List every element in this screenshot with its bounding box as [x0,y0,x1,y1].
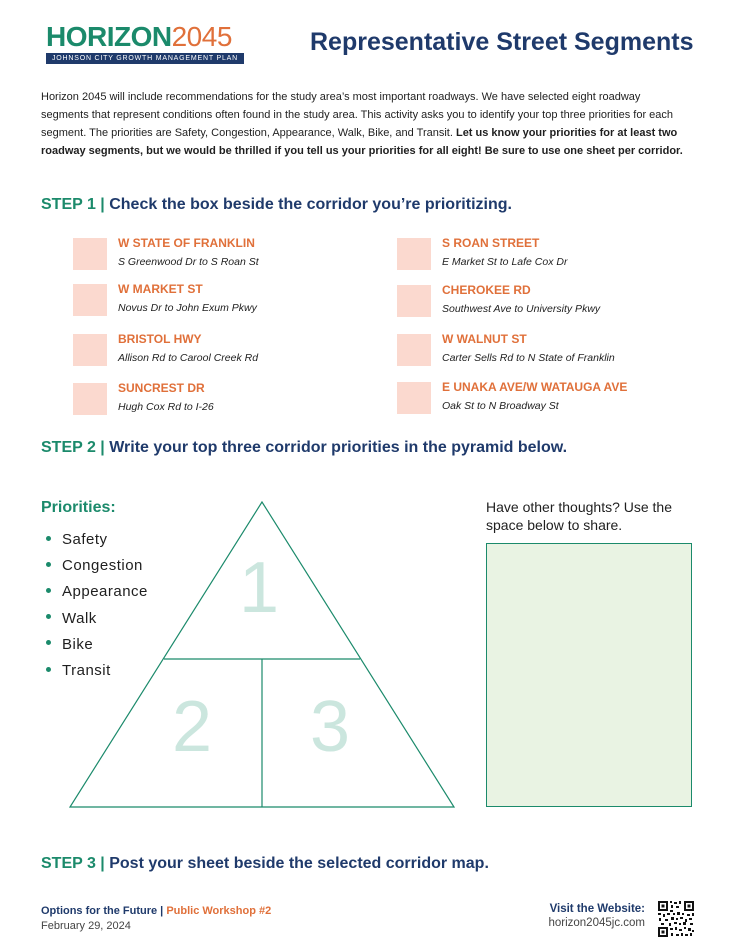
priority-label: Bike [62,635,94,653]
priority-item [46,606,148,632]
corridor-name: W WALNUT ST [442,332,527,346]
corridor-checkbox[interactable] [397,334,431,366]
corridor-segment: Carter Sells Rd to N State of Franklin [442,352,615,364]
pyramid-number-2: 2 [171,687,213,767]
logo-word-year: 2045 [171,21,232,52]
corridor-item [73,236,373,276]
other-thoughts-field[interactable] [486,543,692,807]
corridor-item [397,332,697,372]
bullet-icon [46,667,51,672]
corridor-checkbox[interactable] [73,238,107,270]
corridor-name: BRISTOL HWY [118,332,202,346]
corridor-segment: Southwest Ave to University Pkwy [442,303,601,315]
website-link[interactable]: horizon2045jc.com [548,917,645,929]
pyramid-number-1: 1 [238,548,280,628]
step3-heading [41,855,489,873]
qr-code-icon [657,900,695,938]
corridor-item [73,282,373,322]
priority-item [46,632,148,658]
footer-title-line [41,905,271,917]
corridor-checkbox[interactable] [73,284,107,316]
step1-number: STEP 1 | [41,196,105,213]
corridor-checkbox[interactable] [73,334,107,366]
other-thoughts-label: Have other thoughts? Use the space below to share. [486,499,673,533]
logo-wordmark [46,22,232,52]
priority-label: Congestion [62,557,143,575]
corridor-item [73,381,373,421]
priorities-title: Priorities: [41,499,116,516]
corridor-segment: E Market St to Lafe Cox Dr [442,256,568,268]
horizon-2045-logo [46,22,246,66]
corridor-item [73,332,373,372]
bullet-icon [46,562,51,567]
footer-info [41,905,271,932]
step2-text: Write your top three corridor priorities in the pyramid below. [109,439,568,456]
priorities-list [46,527,148,684]
priority-item [46,527,148,553]
intro-paragraph [41,88,691,160]
step2-number: STEP 2 | [41,439,105,456]
corridor-checkbox[interactable] [397,285,431,317]
pyramid-number-3: 3 [309,687,351,767]
priority-item [46,553,148,579]
corridor-segment: Novus Dr to John Exum Pkwy [118,302,257,314]
footer-date: February 29, 2024 [41,920,131,932]
step3-text: Post your sheet beside the selected corridor map. [109,855,489,872]
logo-subtitle: JOHNSON CITY GROWTH MANAGEMENT PLAN [46,53,244,64]
bullet-icon [46,588,51,593]
footer-workshop: Public Workshop #2 [166,905,272,917]
corridor-item [397,283,697,323]
footer-series: Options for the Future | [41,905,164,917]
corridor-segment: Hugh Cox Rd to I-26 [118,401,214,413]
corridor-segment: Oak St to N Broadway St [442,400,559,412]
corridor-segment: Allison Rd to Carool Creek Rd [118,352,259,364]
corridor-segment: S Greenwood Dr to S Roan St [118,256,259,268]
logo-word-main: HORIZON [46,21,172,52]
step1-heading [41,196,512,214]
intro-text: Horizon 2045 will include recommendations for the study area’s most important roadways. We have selected eight roadway segments that represent conditions often found in the study area. This activity asks you to identify your top three priorities for each segment. The priorities are Safety, Congestion, Appearance, Walk, Bike, and Transit. [41,91,674,139]
corridor-name: S ROAN STREET [442,236,540,250]
bullet-icon [46,536,51,541]
priority-label: Appearance [62,583,148,601]
step2-heading [41,439,567,457]
corridor-checkbox[interactable] [397,238,431,270]
corridor-checkbox[interactable] [397,382,431,414]
corridor-item [397,380,697,420]
visit-website-label: Visit the Website: [549,903,645,915]
priority-label: Walk [62,609,97,627]
step1-text: Check the box beside the corridor you’re prioritizing. [109,196,512,213]
page-title: Representative Street Segments [310,28,694,56]
corridor-name: W MARKET ST [118,282,203,296]
corridor-name: CHEROKEE RD [442,283,531,297]
corridor-checkbox[interactable] [73,383,107,415]
bullet-icon [46,640,51,645]
corridor-name: E UNAKA AVE/W WATAUGA AVE [442,380,628,394]
bullet-icon [46,614,51,619]
priority-label: Safety [62,531,108,548]
priority-item [46,579,148,605]
corridor-name: W STATE OF FRANKLIN [118,236,255,250]
corridor-item [397,236,697,276]
priority-item [46,658,148,684]
step3-number: STEP 3 | [41,855,105,872]
intro-bold-text: Let us know your priorities for at least two roadway segments, but we would be thrilled if you tell us your priorities for all eight! Be sure to use one sheet per corridor. [41,127,683,157]
footer-website [548,903,645,929]
corridor-name: SUNCREST DR [118,381,205,395]
priority-label: Transit [62,662,111,680]
